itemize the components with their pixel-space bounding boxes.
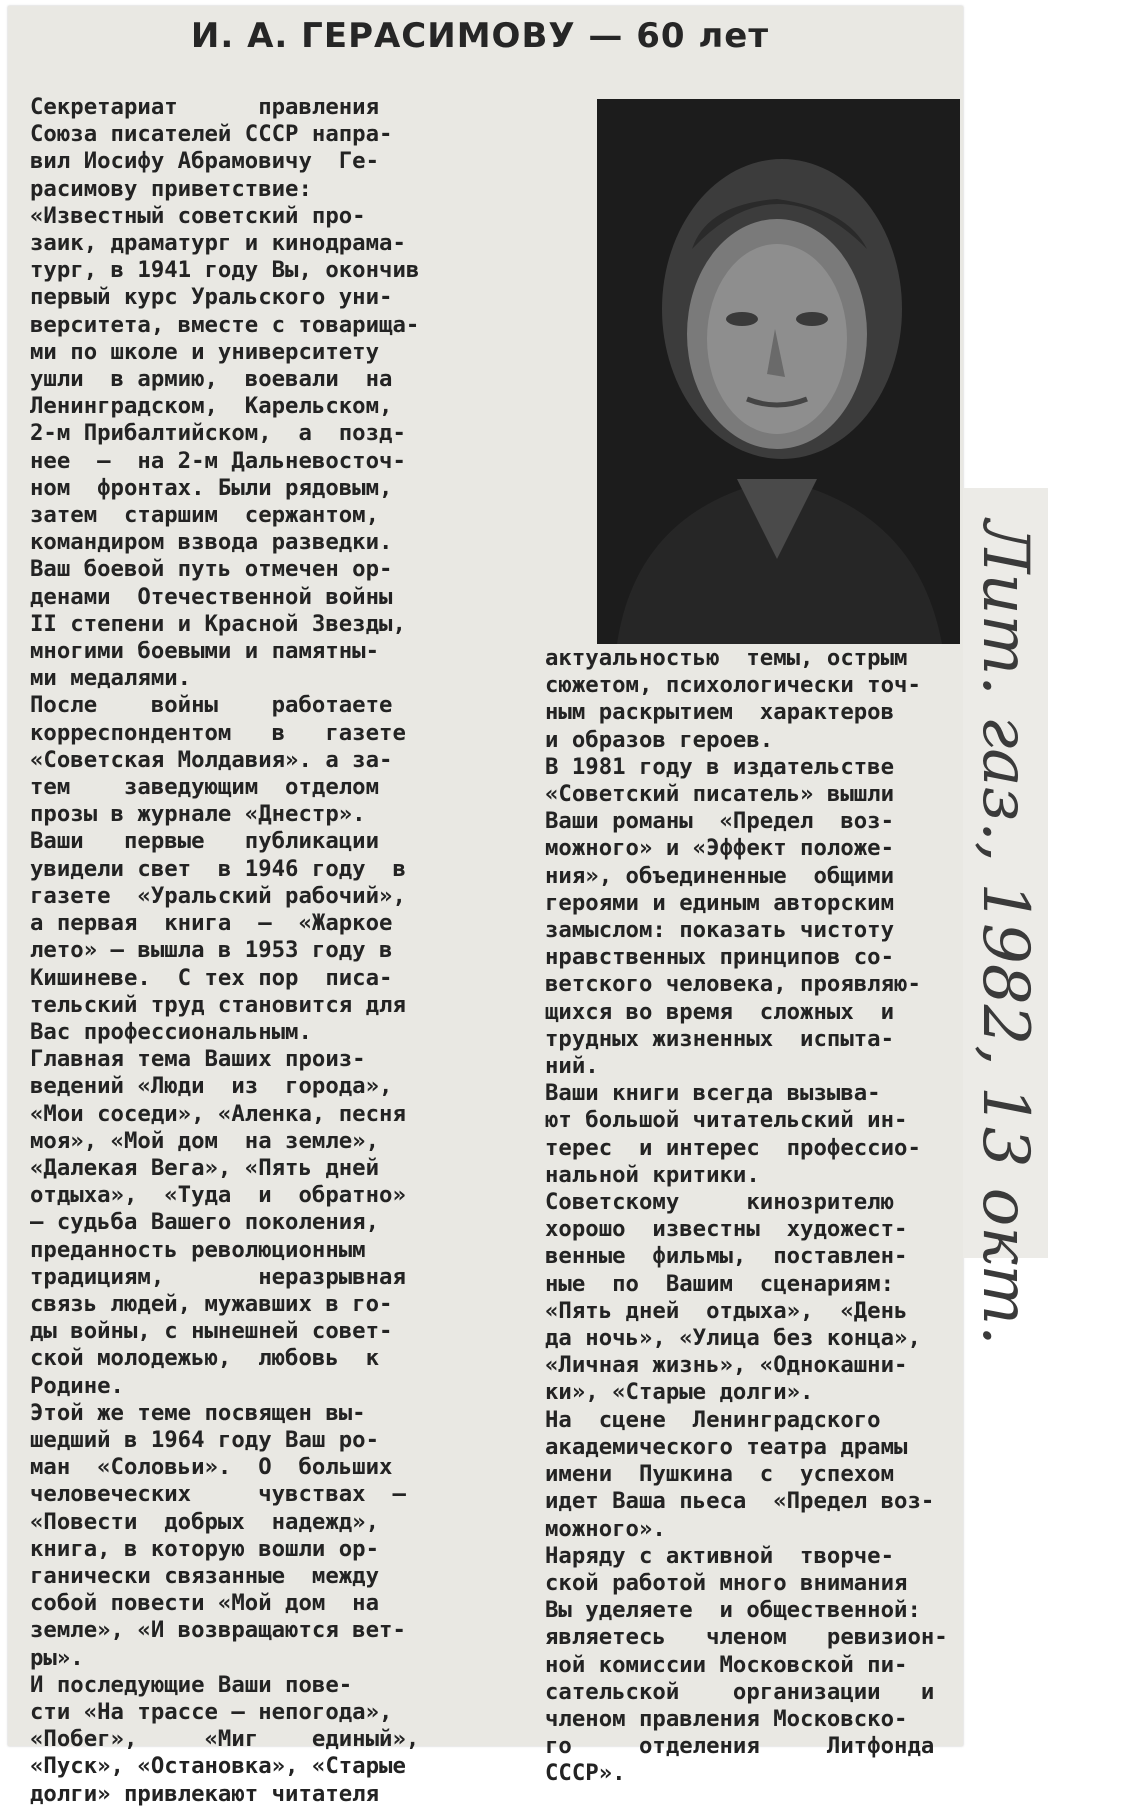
text-line: да ночь», «Улица без конца», [545,1325,921,1352]
text-line: Ленинградском, Карельском, [30,393,393,420]
text-line: ном фронтах. Были рядовым, [30,474,393,501]
text-line: моя», «Мой дом на земле», [30,1127,380,1154]
text-line: го отделения Литфонда [545,1733,935,1760]
headline: И. А. ГЕРАСИМОВУ — 60 лет [190,16,770,56]
text-line: ний. [545,1053,599,1080]
text-line: Ваши романы «Предел воз- [545,808,895,835]
text-line: «Советский писатель» вышли [545,781,895,808]
text-line: увидели свет в 1946 году в [30,855,406,882]
text-line: командиром взвода разведки. [30,529,393,556]
text-line: ми медалями. [30,665,192,692]
handwritten-source-note: Лит. газ., 1982, 13 окт. [968,520,1042,1346]
text-line: традициям, неразрывная [30,1263,406,1290]
text-line: тург, в 1941 году Вы, окончив [30,257,420,284]
text-line: Секретариат правления [30,94,380,120]
text-line: ми по школе и университету [30,338,380,365]
text-line: сательской организации и [545,1678,935,1705]
text-line: затем старшим сержантом, [30,502,380,529]
text-line: венные фильмы, поставлен- [545,1243,908,1270]
text-line: «Далекая Вега», «Пять дней [30,1154,380,1181]
text-line: нравственных принципов со- [545,944,895,971]
text-line: «Пять дней отдыха», «День [545,1297,908,1324]
text-line: сюжетом, психологически точ- [545,672,921,699]
text-line: расимову приветствие: [30,175,312,202]
text-line: а первая книга — «Жаркое [30,910,393,937]
text-line: можного» и «Эффект положе- [545,835,895,862]
text-line: членом правления Московско- [545,1705,908,1732]
text-line: нее — на 2-м Дальневосточ- [30,447,406,474]
text-line: «Личная жизнь», «Однокашни- [545,1352,908,1379]
text-line: сти «На трассе — непогода», [30,1698,393,1725]
portrait-photo [597,99,960,644]
text-line: В 1981 году в издательстве [545,753,895,780]
text-line: Ваш боевой путь отмечен ор- [30,556,393,583]
text-line: ют большой читательский ин- [545,1107,908,1134]
text-line: «Известный советский про- [30,202,366,229]
text-line: И последующие Ваши пове- [30,1671,353,1698]
text-line: ской молодежью, любовь к [30,1345,380,1372]
text-line: многими боевыми и памятны- [30,638,380,665]
text-line: Союза писателей СССР напра- [30,121,393,148]
text-line: долги» привлекают читателя [30,1780,380,1807]
text-line: актуальностью темы, острым [545,645,908,671]
text-line: вил Иосифу Абрамовичу Ге- [30,148,380,175]
text-line: преданность революционным [30,1236,366,1263]
text-line: земле», «И возвращаются вет- [30,1617,406,1644]
text-line: Этой же теме посвящен вы- [30,1399,366,1426]
text-line: можного». [545,1515,666,1542]
text-line: После войны работаете [30,692,393,719]
text-line: Кишиневе. С тех пор писа- [30,964,393,991]
text-line: ганически связанные между [30,1562,380,1589]
text-line: тельский труд становится для [30,991,406,1018]
text-line: хорошо известны художест- [545,1216,908,1243]
text-line: отдыха», «Туда и обратно» [30,1182,406,1209]
article-column-left [30,94,508,1808]
text-line: трудных жизненных испыта- [545,1025,895,1052]
text-line: Наряду с активной творче- [545,1542,895,1569]
text-line: ветского человека, проявляю- [545,971,921,998]
text-line: ской работой много внимания [545,1569,908,1596]
text-line: денами Отечественной войны [30,583,393,610]
text-line: терес и интерес профессио- [545,1134,921,1161]
text-line: ры». [30,1644,84,1671]
text-line: связь людей, мужавших в го- [30,1290,393,1317]
text-line: являетесь членом ревизион- [545,1624,948,1651]
text-line: заик, драматург и кинодрама- [30,230,406,257]
text-line: «Побег», «Миг единый», [30,1726,420,1753]
article-column-right [545,645,1023,1788]
text-line: героями и единым авторским [545,889,895,916]
text-line: ведений «Люди из города», [30,1073,393,1100]
text-line: академического театра драмы [545,1433,908,1460]
text-line: СССР». [545,1760,626,1787]
text-line: первый курс Уральского уни- [30,284,393,311]
text-line: лето» — вышла в 1953 году в [30,937,393,964]
text-line: Вас профессиональным. [30,1018,312,1045]
text-line: На сцене Ленинградского [545,1406,881,1433]
text-line: ной комиссии Московской пи- [545,1651,908,1678]
text-line: «Повести добрых надежд», [30,1508,380,1535]
text-line: газете «Уральский рабочий», [30,882,406,909]
text-line: замыслом: показать чистоту [545,917,895,944]
text-line: Главная тема Ваших произ- [30,1046,366,1073]
text-line: ния», объединенные общими [545,862,895,889]
text-line: книга, в которую вошли ор- [30,1535,380,1562]
text-line: корреспондентом в газете [30,719,406,746]
text-line: шедший в 1964 году Ваш ро- [30,1426,380,1453]
text-line: «Советская Молдавия». а за- [30,746,393,773]
text-line: II степени и Красной Звезды, [30,610,406,637]
text-line: тем заведующим отделом [30,774,380,801]
text-line: верситета, вместе с товарища- [30,311,420,338]
text-line: Вы уделяете и общественной: [545,1597,921,1624]
text-line: — судьба Вашего поколения, [30,1209,380,1236]
text-line: ным раскрытием характеров [545,699,895,726]
text-line: ман «Соловьи». О больших [30,1454,393,1481]
text-line: 2-м Прибалтийском, а позд- [30,420,406,447]
text-line: «Пуск», «Остановка», «Старые [30,1753,406,1780]
text-line: Советскому кинозрителю [545,1189,895,1216]
text-line: человеческих чувствах — [30,1481,406,1508]
text-line: имени Пушкина с успехом [545,1461,895,1488]
text-line: ды войны, с нынешней совет- [30,1318,393,1345]
text-line: идет Ваша пьеса «Предел воз- [545,1488,935,1515]
text-line: и образов героев. [545,726,774,753]
text-line: нальной критики. [545,1161,760,1188]
text-line: ушли в армию, воевали на [30,366,393,393]
text-line: щихся во время сложных и [545,998,895,1025]
text-line: ные по Вашим сценариям: [545,1270,895,1297]
text-line: прозы в журнале «Днестр». [30,801,366,828]
text-line: Родине. [30,1372,124,1399]
text-line: Ваши книги всегда вызыва- [545,1080,881,1107]
text-line: «Мои соседи», «Аленка, песня [30,1100,406,1127]
text-line: собой повести «Мой дом на [30,1590,380,1617]
text-line: ки», «Старые долги». [545,1379,814,1406]
text-line: Ваши первые публикации [30,828,380,855]
